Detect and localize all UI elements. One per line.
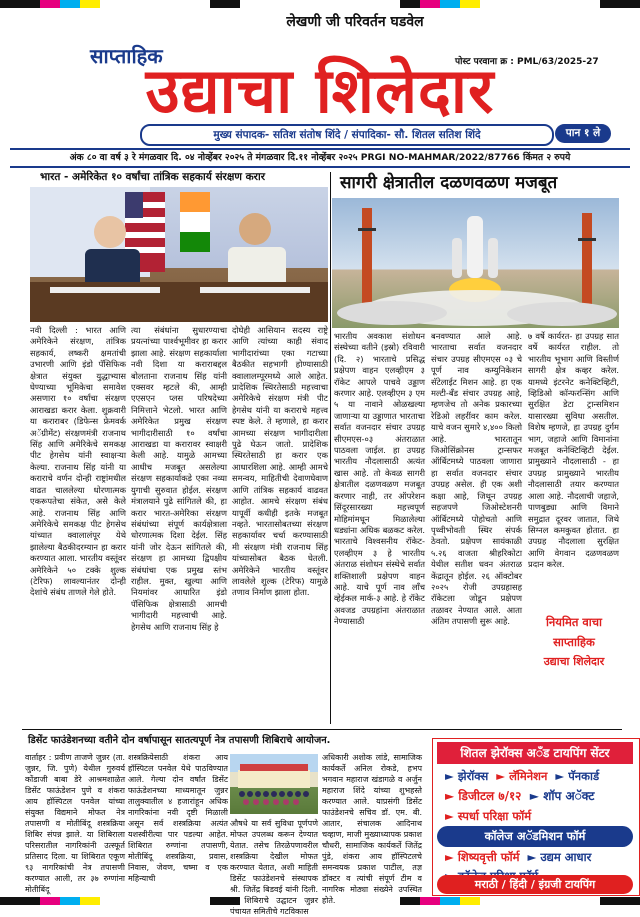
column-divider <box>330 172 331 724</box>
registration-strip-top <box>0 0 640 8</box>
story3-column-3: औषधे या सर्व सुविधा पूर्णपणे मोफत उपलब्ध करून देण्यात येतात. तसेच तिरळेपणावरील शस्त्रक्रिया देखील मोफत करण्यात येतात, अशी माहिती डिसेंट फाउंडेशनचे संस्थापक श्री. जितेंद्र बिडवई यांनी दिली. या शिबिराचे उद्घाटन जुन्नर पंचायत समितीचे गटविकास <box>230 819 318 916</box>
ad-item-bullet: ► <box>496 769 506 783</box>
tagline: लेखणी जी परिवर्तन घडवेल <box>286 14 424 30</box>
ad-item-pancard: पॅनकार्ड <box>568 769 600 783</box>
story3-column-2: शस्त्रक्रियेसाठी शंकरा आय हॉस्पिटल पनवेल येथे पाठविण्यात आले. गेल्या दोन वर्षांत डिसेंट फाऊंडेशनच्या माध्यमातून जुन्नर तालुक्यातील ४ हजारांहून अधिक नागरिकांना नवी दृष्टी मिळाली असून सर्व शस्त्रक्रिया अत्यंत यशस्वीरीत्या पार पडल्या आहेत. शिबिरात रुग्णांना तपासणी, मोतीबिंदू शस्त्रक्रिया, प्रवास, निवास, जेवण, चष्मा व एक महिन्याची <box>128 753 228 883</box>
photo-rocket-launch <box>332 198 619 328</box>
issue-line: अंक ८० वा वर्ष ३ रे मंगळवार दि. ०४ नोव्हेंबर २०२५ ते मंगळवार दि.११ नोव्हेंबर २०२५ PRGI NO-MAHMAR/2022/87766 किंमत २ रुपये <box>10 148 630 168</box>
photo-defense-signing-art <box>30 187 328 322</box>
ad-item-digital-712: डिजीटल ७/१२ <box>458 789 522 803</box>
story3-column-4: अधिकारी अशोक लांडे, सामाजिक कार्यकर्ते अनिल रोकडे, हभप भगवान महाराज खंडागळे व अर्जुन महाराज शिंदे यांच्या शुभहस्ते करण्यात आले. याप्रसंगी डिसेंट फाउंडेशनचे सचिव डॉ. एम. बी. आतार, संचालक आदिनाथ चव्हाण, माजी मुख्याध्यापक प्रकाश चौधरी, सामाजिक कार्यकर्ते जितेंद्र पुंडे, शंकरा आय हॉस्पिटलचे समन्वयक प्रकाश पाटील, तज्ञ डॉक्टर व त्यांची संपूर्ण टीम व नागरिक मोठ्या संख्येने उपस्थित होते. <box>322 753 422 905</box>
ad-item-bullet: ► <box>445 850 454 864</box>
story1-column-2: त्या संबंधांना सुधारण्याचा प्रयत्नांच्या पार्श्वभूमीवर हा करार झाला आहे. संरक्षण सहकार्याला नवी दिशा या कराराबद्दल बोलताना राजनाथ सिंह यांनी एक्सवर म्हटले की, आम्ही एएसएन प्लस परिषदेच्या निमित्ताने भेटलो. भारत आणि अमेरिकेत प्रमुख संरक्षण भागीदारीसाठी १० वर्षांचा आराखडा या करारावर स्वाक्षरी केली आहे. यामुळे आमच्या आधीच मजबूत असलेल्या संरक्षण सहकार्याकडे एका नव्या युगाची सुरुवात होईल. संरक्षण मंत्रालयाने पुढे सांगितले की, हा करार भारत-अमेरिका संरक्षण संबंधांच्या संपूर्ण कार्यक्षेत्राला धोरणात्मक दिशा देईल. सिंह यांनी जोर देऊन सांगितले की, संरक्षण हा आमच्या द्विपक्षीय संबंधांचा एक प्रमुख स्तंभ राहील. मुक्त, खुल्या आणि नियमांवर आधारित इंडो पॅसिफिक क्षेत्रासाठी आमची भागीदारी महत्त्वाची आहे. हेगसेथ आणि राजनाथ सिंह हे <box>131 325 227 632</box>
weekly-label: साप्ताहिक <box>90 44 163 68</box>
registration-strip-bottom <box>0 897 640 905</box>
ad-item-row-5 <box>445 847 591 867</box>
story1-column-3: दोघेही आसियान सदस्य राष्ट्रे आणि त्यांच्या काही संवाद भागीदारांच्या एका गटाच्या बैठकीत सहभागी होण्यासाठी क्वालालम्पूरमध्ये आले आहेत. प्रादेशिक स्थिरतेसाठी महत्त्वाचा अमेरिकेचे संरक्षण मंत्री पीट हेगसेथ यांनी या कराराचे महत्त्व स्पष्ट केले. ते म्हणाले, हा करार आमच्या संरक्षण भागीदारीला पुढे घेऊन जातो. प्रादेशिक स्थिरतेसाठी हा करार एक आधारशिला आहे. आम्ही आमचे समन्वय, माहितीची देवाणघेवाण आणि तांत्रिक सहकार्य वाढवत आहोत. आमचे संरक्षण संबंध यापूर्वी कधीही इतके मजबूत नव्हते. भारतासोबतच्या संरक्षण सहकार्यावर चर्चा करण्यासाठी मी संरक्षण मंत्री राजनाथ सिंह यांच्यासोबत बैठक घेतली. अमेरिकेने भारतीय वस्तूंवर लावलेले शुल्क (टेरिफ) यामुळे तणाव निर्माण झाला होता. <box>232 325 328 598</box>
page-badge: पान १ ले <box>555 124 611 143</box>
story3-column-1: वार्ताहर : प्रवीण ताजणे जुन्नर (ता. जुन्नर, जि. पुणे) येथील गुरुवर्य कोंडाजी बाबा डेरे आश्रमशाळेत डिसेंट फाऊंडेशन पुणे व शंकरा आय हॉस्पिटल पनवेल यांच्या संयुक्त विद्यमाने मोफत नेत्र तपासणी व मोतीबिंदू शस्त्रक्रिया शिबिर संपन्न झाले. या शिबिराला परिसरातील नागरिकांनी उत्स्फूर्त प्रतिसाद दिला. या शिबिरात एकूण ९३ नागरिकांची नेत्र तपासणी करण्यात आली, तर ३७ रुग्णांना मोतीबिंदू <box>25 753 125 894</box>
section-divider <box>22 729 622 730</box>
ad-item-row-1 <box>445 766 599 786</box>
ad-item-bullet: ► <box>527 850 537 864</box>
story1-column-1: नवी दिल्ली : भारत आणि अमेरिकेने संरक्षण, तांत्रिक सहकार्य, लष्करी क्षमतांची उभारणी आणि इंडो पॅसिफिक क्षेत्रात संयुक्त युद्धाभ्यास घेण्याच्या भूमिकेचा समावेश असणारा १० वर्षांचा संरक्षण आराखडा करार केला. शुक्रवारी या कराराबर (डिफेन्स फ्रेमवर्क अॅग्रीमेंट) संरक्षणमंत्री राजनाथ सिंह आणि अमेरिकेचे समकक्ष पीट हेगसेथ यांनी स्वाक्षऱ्या केल्या. राजनाथ सिंह यांनी या कराराचे वर्णन दोन्ही राष्ट्रांमधील वाढत चाललेल्या धोरणात्मक एकरूपतेचा संकेत, असे केले आहे. राजनाथ सिंह आणि अमेरिकेचे समकक्ष पीट हेगसेथ यांच्यात क्वालालंपूर येथे झालेल्या बैठकीदरम्यान हा करार करण्यात आला. भारतीय वस्तूंवर अमेरिकेने ५० टक्के शुल्क (टेरिफ) लावल्यानंतर दोन्ही देशांचे संबंध ताणले गेले होते. <box>30 325 126 598</box>
ad-item-bullet: ► <box>445 789 455 803</box>
ad-item-typing: मराठी / हिंदी / इंग्रजी टायपिंग <box>437 875 633 894</box>
story3-headline: डिसेंट फाउंडेशनच्या वतीने दोन वर्षापासून सातत्यपूर्ण नेत्र तपासणी शिबिराचे आयोजन. <box>28 735 331 746</box>
photo-eye-camp-group <box>230 754 318 814</box>
photo-rocket-launch-art <box>332 198 619 328</box>
ad-item-row-3 <box>445 806 531 826</box>
rocket-graphic <box>452 216 498 278</box>
story2-column-3: ७ वर्षे कार्यरत- हा उपग्रह सात वर्षे कार्यरत राहील. तो भारतीय भूभाग आणि विस्तीर्ण सागरी क्षेत्र कव्हर करेल. यामध्ये इंटरनेट कनेक्टिव्हिटी, व्हिडिओ कॉन्फरन्सिंग आणि सुरक्षित डेटा ट्रान्समिशन यासारख्या सुविधा असतील. विशेष म्हणजे, हा उपग्रह दुर्गम भाग, जहाजे आणि विमानांना मजबूत कनेक्टिव्हिटी देईल. प्रामुख्याने नौदलासाठी - हा उपग्रह प्रामुख्याने भारतीय नौदलासाठी तयार करण्यात आला आहे. नौदलाची जहाजे, पाणबुड्या आणि विमाने समुद्रात दूरवर जातात, जिथे सिग्नल कमकुवत होतात. हा उपग्रह नौदलाला सुरक्षित आणि वेगवान दळणवळण प्रदान करेल. <box>528 331 619 570</box>
promo-line-2: साप्ताहिक <box>553 635 595 649</box>
photo-eye-camp-group-art <box>230 754 318 814</box>
ad-item-competitive-exam-form: स्पर्धा परिक्षा फॉर्म <box>457 809 532 823</box>
ad-item-bullet: ► <box>555 769 565 783</box>
ad-item-bullet: ► <box>445 769 454 783</box>
editors-line: मुख्य संपादक- सतिश संतोष शिंदे / संपादिका- सौ. शितल सतिश शिंदे <box>140 124 554 146</box>
story2-headline: सागरी क्षेत्रातील दळणवळण मजबूत <box>340 173 558 193</box>
newspaper-title: उद्याचा शिलेदार <box>145 54 495 127</box>
story1-headline: भारत - अमेरिकेत १० वर्षांचा तांत्रिक सहकार्य संरक्षण करार <box>40 171 265 183</box>
ad-item-bullet: ► <box>445 809 454 823</box>
ad-title: शितल झेरॉक्स अॅंड टायपिंग सेंटर <box>437 742 633 764</box>
ad-item-college-admission-form: कॉलेज अॅडमिशन फॉर्म <box>437 826 633 847</box>
story2-column-1: भारतीय अवकाश संशोधन संस्थेच्या वतीने (इस्रो) रविवारी (दि. २) भारताचे प्रसिद्ध प्रक्षेपण वाहन एलव्हीएम ३ रॉकेट आपले पाचवे उड्डाण करणार आहे. एलव्हीएम ३ एम ५ या नावाने ओळखल्या जाणाऱ्या या उड्डाणात भारताचा सर्वात वजनदार संचार उपग्रह सीएमएस-०३ अंतराळात पाठवला जाईल. हा उपग्रह भारतीय नौदलासाठी अत्यंत खास आहे. तो केवळ सागरी क्षेत्रातील दळणवळण मजबूत करणार नाही, तर ऑपरेशन सिंदूरसारख्या महत्त्वपूर्ण मोहिमांमधून मिळालेल्या धड्यांना अधिक बळकट करेल. भारताचे विश्वसनीय रॉकेट-एलव्हीएम ३ हे भारतीय अंतराळ संशोधन संस्थेचे सर्वात शक्तिशाली प्रक्षेपण वाहन आहे. याचे पूर्ण नाव लाँच व्हेईकल मार्क-३ आहे. हे रॉकेट अवजड उपग्रहांना अंतराळात नेण्यासाठी <box>334 331 425 627</box>
story2-column-2: बनवण्यात आले आहे. भारताचा सर्वात वजनदार संचार उपग्रह सीएमएस ०३ चे पूर्ण नाव कम्युनिकेशन सॅटेलाईट मिशन आहे. हा एक मल्टी-बँड संचार उपग्रह आहे, म्हणजेच तो अनेक प्रकारच्या रेडिओ लहरींवर काम करेल. याचे वजन सुमारे ४,४०० किलो आहे. भारतातून जिओसिंक्रोनस ट्रान्सफर ऑर्बिटमध्ये पाठवला जाणारा हा सर्वात वजनदार संचार उपग्रह असेल. ही एक अशी कक्षा आहे, जिथून उपग्रह सहजपणे जिओस्टेशनरी ऑर्बिटमध्ये पोहोचतो आणि पृथ्वीभोवती स्थिर संपर्क ठेवतो. प्रक्षेपण सायंकाळी ५.२६ वाजता श्रीहरिकोटा येथील सतीश धवन अंतराळ केंद्रातून होईल. २६ ऑक्टोबर २०२५ रोजी उपग्रहासह रॉकेटला जोडून प्रक्षेपण तळावर नेण्यात आले. आता अंतिम तपासणी सुरू आहे. <box>431 331 522 627</box>
postal-registration: पोस्ट परवाना क्र : PML/63/2025-27 <box>455 57 599 67</box>
ad-item-row-2 <box>445 786 594 806</box>
subscribe-promo <box>528 612 620 712</box>
ad-item-lamination: लॅमिनेशन <box>509 769 548 783</box>
ad-item-scholarship-form: शिष्यवृत्ती फॉर्म <box>457 850 520 864</box>
ad-item-udyam-aadhar: उद्यम आधार <box>540 850 592 864</box>
ad-item-xerox: झेरॉक्स <box>457 769 489 783</box>
ad-item-shop-act: शॉप अॅक्ट <box>543 789 595 803</box>
ad-item-bullet: ► <box>529 789 540 803</box>
photo-defense-signing <box>30 187 328 322</box>
promo-line-3: उद्याचा शिलेदार <box>543 655 605 668</box>
promo-line-1: नियमित वाचा <box>545 615 603 629</box>
india-flag-graphic <box>180 192 210 252</box>
